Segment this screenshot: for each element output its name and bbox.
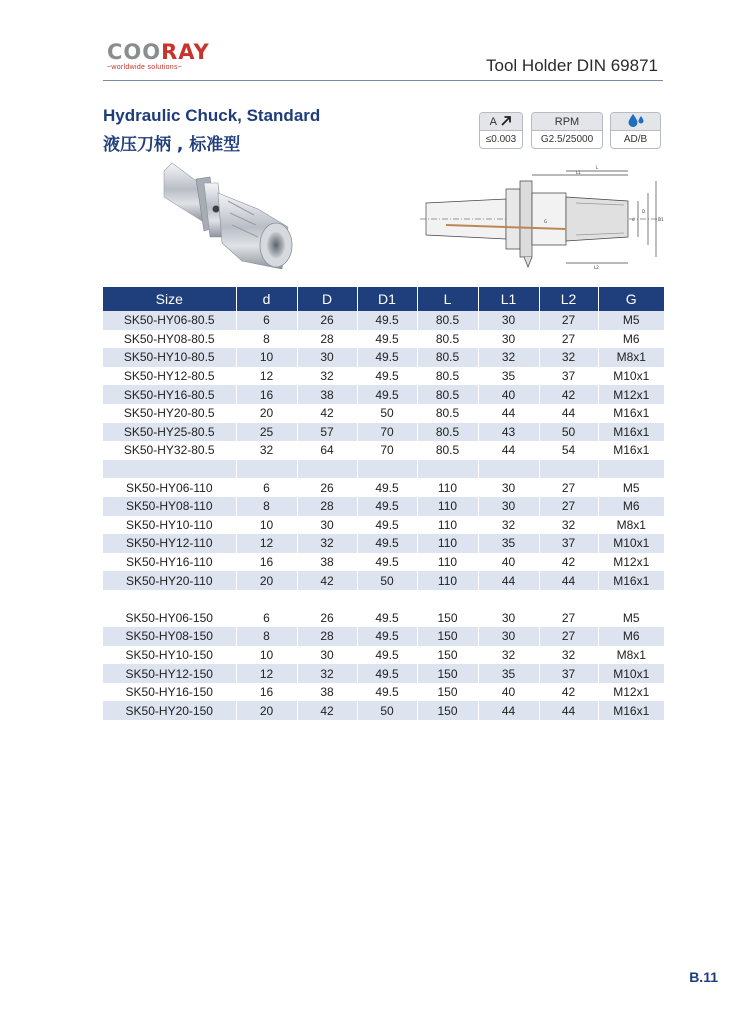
- table-cell-d: 42: [297, 571, 357, 590]
- table-cell-d: 8: [236, 497, 297, 516]
- table-row: [103, 423, 664, 442]
- technical-drawing: [416, 163, 666, 275]
- table-cell-l: 150: [417, 627, 478, 646]
- table-cell-l2: 27: [539, 497, 598, 516]
- table-cell-d1: 49.5: [357, 646, 417, 665]
- table-cell-d: 16: [236, 385, 297, 404]
- table-cell-l1: 40: [478, 553, 539, 572]
- table-cell-d1: 49.5: [357, 553, 417, 572]
- table-cell-l2: 37: [539, 534, 598, 553]
- table-body: [103, 311, 664, 720]
- runout-arrow-icon: [501, 116, 512, 126]
- table-cell-d: 25: [236, 423, 297, 442]
- table-row: [103, 367, 664, 386]
- table-cell-d: 8: [236, 330, 297, 349]
- table-cell-g: [598, 460, 664, 479]
- table-cell-d: [236, 590, 297, 609]
- table-cell-size: SK50-HY06-80.5: [103, 311, 236, 330]
- table-cell-d1: 49.5: [357, 330, 417, 349]
- table-cell-l: 80.5: [417, 330, 478, 349]
- drawing-label-L2: L2: [594, 265, 599, 270]
- table-cell-l1: 30: [478, 311, 539, 330]
- table-cell-d1: 50: [357, 404, 417, 423]
- table-cell-size: SK50-HY20-80.5: [123, 406, 215, 421]
- table-cell-d: [236, 460, 297, 479]
- table-cell-g: M10x1: [598, 534, 664, 553]
- table-cell-size: SK50-HY20-110: [103, 571, 236, 590]
- table-cell-l: [417, 590, 478, 609]
- table-cell-d: 6: [236, 311, 297, 330]
- table-cell-l2: 54: [539, 441, 598, 460]
- table-cell-d: 42: [297, 701, 357, 720]
- table-cell-d: 26: [297, 609, 357, 628]
- table-cell-d1: 49.5: [357, 478, 417, 497]
- dimensions-table: [103, 287, 664, 720]
- table-cell-g: M16x1: [598, 404, 664, 423]
- table-row: [103, 330, 664, 349]
- logo-tagline: ~worldwide solutions~: [107, 64, 183, 71]
- table-cell-l1: 30: [478, 330, 539, 349]
- table-cell-l2: [539, 590, 598, 609]
- drawing-label-L1: L1: [576, 170, 581, 175]
- column-header-size: Size: [103, 287, 236, 311]
- table-cell-l1: 32: [478, 646, 539, 665]
- table-cell-g: M12x1: [598, 683, 664, 702]
- table-cell-l1: 44: [478, 701, 539, 720]
- table-cell-d1: 49.5: [357, 683, 417, 702]
- table-cell-d1: 50: [357, 701, 417, 720]
- table-cell-l: 150: [417, 683, 478, 702]
- table-cell-size: SK50-HY16-110: [126, 555, 213, 570]
- rpm-spec-value: G2.5/25000: [540, 134, 594, 145]
- table-row: [103, 571, 664, 590]
- table-cell-l: 110: [417, 478, 478, 497]
- table-cell-l: 80.5: [417, 348, 478, 367]
- table-cell-g: M6: [598, 497, 664, 516]
- coolant-spec-badge: [610, 112, 661, 149]
- table-header-row: [103, 287, 664, 311]
- table-cell-d1: [357, 460, 417, 479]
- table-cell-d1: 49.5: [357, 609, 417, 628]
- table-cell-l1: 44: [478, 571, 539, 590]
- table-cell-l2: 50: [539, 423, 598, 442]
- hydraulic-chuck-photo: [158, 157, 298, 283]
- table-cell-l: 80.5: [417, 423, 478, 442]
- table-cell-d: 10: [236, 646, 297, 665]
- table-cell-size: SK50-HY12-110: [103, 534, 236, 553]
- column-header-L2: L2: [539, 287, 598, 311]
- table-cell-d: 20: [236, 404, 297, 423]
- table-cell-d: 30: [297, 348, 357, 367]
- table-cell-l1: 35: [478, 664, 539, 683]
- table-cell-d: 28: [297, 627, 357, 646]
- table-cell-size: SK50-HY16-150: [125, 685, 213, 700]
- table-cell-g: M5: [598, 311, 664, 330]
- table-cell-l: 150: [417, 701, 478, 720]
- rpm-spec-label: RPM: [532, 113, 602, 131]
- table-cell-d: 10: [236, 348, 297, 367]
- table-cell-l1: 35: [478, 367, 539, 386]
- table-cell-l2: 27: [539, 478, 598, 497]
- table-cell-d1: 49.5: [357, 367, 417, 386]
- table-cell-l2: 27: [539, 627, 598, 646]
- table-cell-l: 150: [417, 664, 478, 683]
- table-row: [103, 441, 664, 460]
- table-row: [103, 701, 664, 720]
- table-cell-l2: 32: [539, 348, 598, 367]
- table-row: [103, 664, 664, 683]
- table-cell-l: 150: [417, 646, 478, 665]
- table-cell-l2: 37: [539, 367, 598, 386]
- table-row: [103, 646, 664, 665]
- table-cell-d1: 49.5: [357, 664, 417, 683]
- table-cell-d: 20: [236, 571, 297, 590]
- table-cell-l: 80.5: [417, 367, 478, 386]
- table-cell-d: 32: [297, 664, 357, 683]
- table-cell-d1: 49.5: [357, 348, 417, 367]
- table-cell-l: [417, 460, 478, 479]
- rpm-spec-badge: [531, 112, 603, 149]
- table-cell-l2: 42: [539, 683, 598, 702]
- table-cell-d: 12: [236, 534, 297, 553]
- table-cell-l2: 42: [539, 553, 598, 572]
- table-cell-l1: 40: [478, 385, 539, 404]
- table-cell-size: SK50-HY10-110: [126, 517, 213, 532]
- table-cell-d1: 49.5: [357, 311, 417, 330]
- table-cell-l1: 30: [478, 478, 539, 497]
- table-cell-l: 110: [417, 516, 478, 535]
- catalog-section-title: Tool Holder DIN 69871: [486, 56, 658, 75]
- table-cell-size: SK50-HY08-150: [103, 627, 236, 646]
- accuracy-spec-badge: [479, 112, 523, 149]
- table-cell-size: [103, 590, 236, 609]
- table-cell-d: 16: [236, 553, 297, 572]
- table-cell-size: SK50-HY32-80.5: [123, 443, 215, 458]
- table-cell-g: M10x1: [598, 367, 664, 386]
- table-cell-d: 26: [297, 311, 357, 330]
- drawing-label-D: D: [642, 209, 646, 214]
- table-cell-d: 6: [236, 609, 297, 628]
- table-cell-l1: 32: [478, 348, 539, 367]
- table-cell-l: 150: [417, 609, 478, 628]
- table-cell-d: 64: [297, 441, 357, 460]
- table-cell-size: SK50-HY16-80.5: [103, 385, 236, 404]
- table-cell-d: 32: [297, 367, 357, 386]
- table-cell-size: SK50-HY20-150: [103, 701, 236, 720]
- table-cell-size: SK50-HY06-110: [126, 480, 213, 495]
- table-cell-size: SK50-HY06-150: [125, 610, 213, 625]
- drawing-label-d: d: [632, 217, 635, 222]
- table-cell-d1: 49.5: [357, 534, 417, 553]
- table-spacer-row: [103, 590, 664, 609]
- table-cell-l2: 44: [539, 701, 598, 720]
- table-cell-d1: 49.5: [357, 516, 417, 535]
- table-cell-d: 20: [236, 701, 297, 720]
- table-row: [103, 553, 664, 572]
- table-cell-l2: 32: [539, 516, 598, 535]
- table-cell-l1: 35: [478, 534, 539, 553]
- table-cell-d: [297, 590, 357, 609]
- table-cell-size: SK50-HY12-150: [103, 664, 236, 683]
- table-cell-l1: [478, 590, 539, 609]
- table-cell-g: M8x1: [598, 646, 664, 665]
- table-cell-l2: 27: [539, 609, 598, 628]
- table-cell-l: 80.5: [417, 441, 478, 460]
- table-cell-l1: 44: [478, 441, 539, 460]
- table-cell-g: M8x1: [598, 348, 664, 367]
- header-divider: [103, 80, 663, 81]
- table-cell-d: 12: [236, 664, 297, 683]
- table-cell-size: SK50-HY08-110: [103, 497, 236, 516]
- table-cell-g: M12x1: [598, 385, 664, 404]
- column-header-d: d: [236, 287, 297, 311]
- table-cell-d1: 49.5: [357, 497, 417, 516]
- table-cell-d: 28: [297, 497, 357, 516]
- table-cell-l1: 30: [478, 627, 539, 646]
- table-cell-l: 110: [417, 497, 478, 516]
- coolant-spec-value: AD/B: [623, 134, 648, 145]
- table-cell-l2: 44: [539, 571, 598, 590]
- table-cell-d: 57: [297, 423, 357, 442]
- table-cell-d1: 49.5: [357, 385, 417, 404]
- table-cell-l2: 44: [539, 404, 598, 423]
- table-row: [103, 311, 664, 330]
- table-cell-l2: 27: [539, 311, 598, 330]
- table-spacer-row: [103, 460, 664, 479]
- table-cell-l2: [539, 460, 598, 479]
- table-cell-g: M8x1: [598, 516, 664, 535]
- table-cell-d1: 70: [357, 423, 417, 442]
- table-cell-g: M6: [598, 330, 664, 349]
- page-number: B.11: [689, 969, 718, 985]
- table-cell-g: M16x1: [598, 701, 664, 720]
- table-cell-d: 12: [236, 367, 297, 386]
- column-header-G: G: [598, 287, 664, 311]
- table-cell-g: M16x1: [598, 571, 664, 590]
- drawing-label-L: L: [596, 165, 599, 170]
- table-row: [103, 609, 664, 628]
- table-row: [103, 348, 664, 367]
- table-cell-size: SK50-HY12-80.5: [123, 369, 215, 384]
- table-row: [103, 478, 664, 497]
- table-cell-l2: 42: [539, 385, 598, 404]
- table-cell-g: M12x1: [598, 553, 664, 572]
- table-cell-g: M5: [598, 478, 664, 497]
- table-cell-l1: 44: [478, 404, 539, 423]
- table-cell-size: SK50-HY10-80.5: [103, 348, 236, 367]
- table-cell-d: 8: [236, 627, 297, 646]
- table-cell-d1: 49.5: [357, 627, 417, 646]
- table-cell-size: SK50-HY25-80.5: [103, 423, 236, 442]
- table-cell-l: 110: [417, 553, 478, 572]
- table-row: [103, 516, 664, 535]
- table-cell-d: 38: [297, 553, 357, 572]
- table-cell-l: 80.5: [417, 385, 478, 404]
- drawing-label-D1: D1: [658, 217, 664, 222]
- table-cell-l1: [478, 460, 539, 479]
- table-cell-l1: 43: [478, 423, 539, 442]
- table-cell-d: 30: [297, 646, 357, 665]
- table-row: [103, 683, 664, 702]
- table-cell-d: 38: [297, 683, 357, 702]
- table-cell-d: 38: [297, 385, 357, 404]
- table-cell-d1: [357, 590, 417, 609]
- table-cell-l: 110: [417, 571, 478, 590]
- table-row: [103, 404, 664, 423]
- table-cell-l1: 30: [478, 609, 539, 628]
- table-cell-g: M10x1: [598, 664, 664, 683]
- table-cell-l1: 32: [478, 516, 539, 535]
- logo-wordmark: COORAY: [107, 40, 210, 64]
- table-cell-l2: 37: [539, 664, 598, 683]
- table-cell-d: 26: [297, 478, 357, 497]
- column-header-D1: D1: [357, 287, 417, 311]
- accuracy-spec-header: A: [480, 113, 522, 131]
- table-cell-l1: 30: [478, 497, 539, 516]
- column-header-D: D: [297, 287, 357, 311]
- table-cell-d: 16: [236, 683, 297, 702]
- column-header-L: L: [417, 287, 478, 311]
- table-cell-l: 80.5: [417, 404, 478, 423]
- table-row: [103, 627, 664, 646]
- table-cell-d: 6: [236, 478, 297, 497]
- table-cell-l2: 32: [539, 646, 598, 665]
- product-title-english: Hydraulic Chuck, Standard: [103, 106, 321, 125]
- coolant-spec-header: [611, 113, 660, 131]
- table-cell-g: [598, 590, 664, 609]
- table-cell-d: 32: [297, 534, 357, 553]
- table-cell-g: M5: [598, 609, 664, 628]
- column-header-L1: L1: [478, 287, 539, 311]
- drawing-label-G: G: [544, 219, 548, 224]
- table-cell-l1: 40: [478, 683, 539, 702]
- table-cell-l: 110: [417, 534, 478, 553]
- coolant-drops-icon: [627, 113, 645, 128]
- table-cell-d: 28: [297, 330, 357, 349]
- company-logo: [107, 42, 217, 71]
- table-row: [103, 385, 664, 404]
- table-cell-size: SK50-HY08-80.5: [123, 331, 215, 346]
- table-cell-g: M16x1: [598, 441, 664, 460]
- table-cell-d1: 70: [357, 441, 417, 460]
- table-cell-size: [103, 460, 236, 479]
- table-cell-size: SK50-HY10-150: [125, 647, 213, 662]
- accuracy-spec-value: ≤0.003: [485, 134, 517, 145]
- table-row: [103, 534, 664, 553]
- table-cell-d: 42: [297, 404, 357, 423]
- table-cell-d1: 50: [357, 571, 417, 590]
- table-row: [103, 497, 664, 516]
- table-cell-d: 30: [297, 516, 357, 535]
- table-cell-d: 10: [236, 516, 297, 535]
- table-cell-l: 80.5: [417, 311, 478, 330]
- table-cell-d: [297, 460, 357, 479]
- table-cell-l2: 27: [539, 330, 598, 349]
- table-cell-g: M16x1: [598, 423, 664, 442]
- table-cell-d: 32: [236, 441, 297, 460]
- table-cell-g: M6: [598, 627, 664, 646]
- product-title-chinese: 液压刀柄 , 标准型: [103, 135, 241, 155]
